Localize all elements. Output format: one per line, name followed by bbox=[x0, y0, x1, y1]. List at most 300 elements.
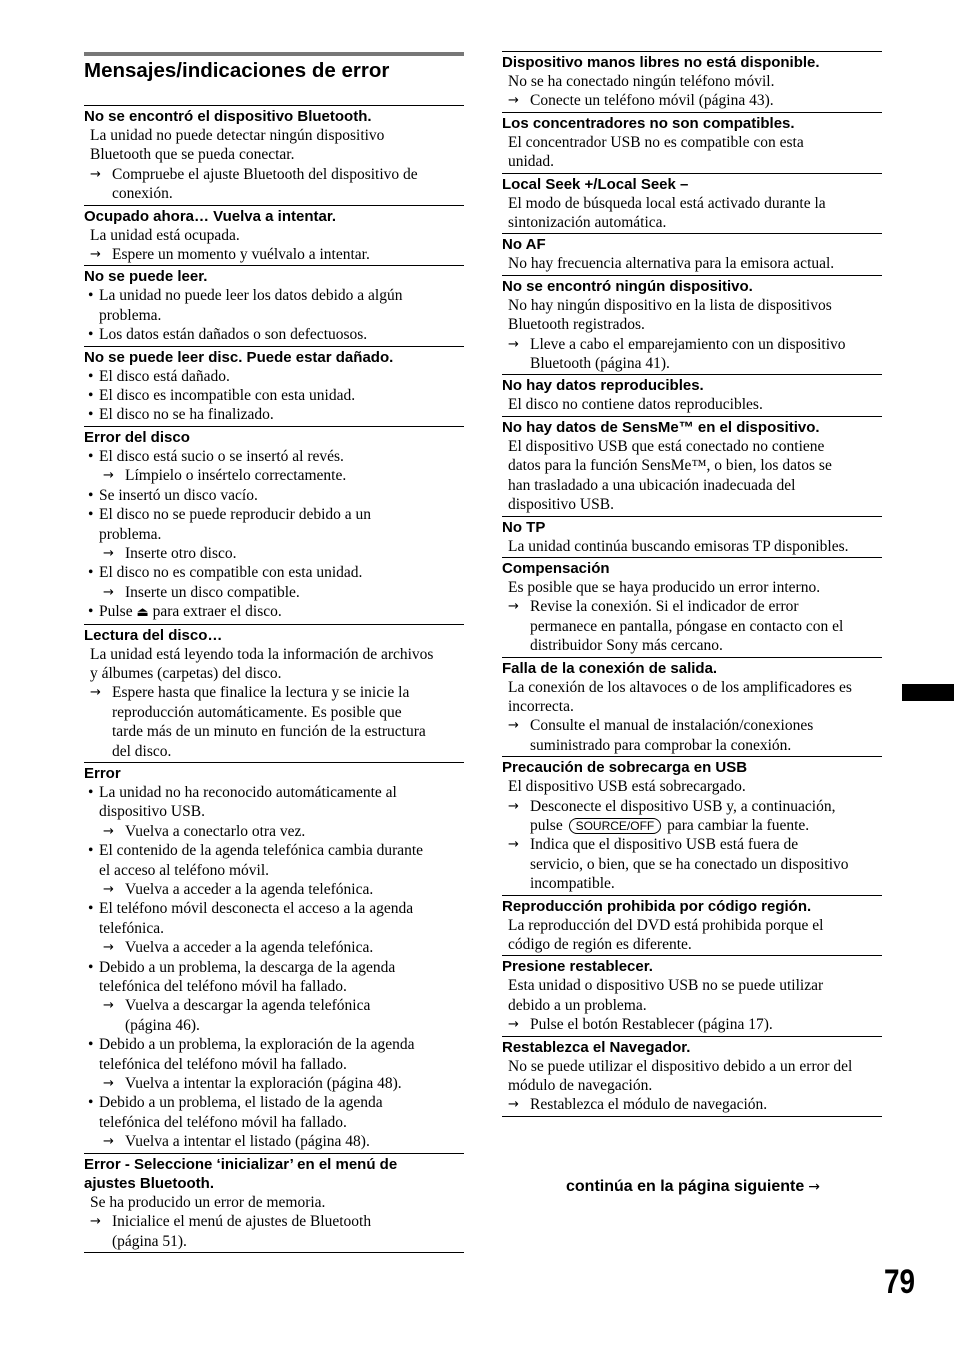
sub-remedy-line bbox=[84, 1132, 464, 1151]
remedy-line bbox=[84, 1212, 464, 1231]
message-text-span: datos para la función SensMe™, o bien, los datos se bbox=[508, 457, 832, 475]
remedy-text-span: servicio, o bien, que se ha conectado un dispositivo bbox=[530, 855, 849, 873]
message-entry bbox=[502, 233, 882, 274]
remedy-text-span: tarde más de un minuto en función de la estructura bbox=[112, 723, 426, 741]
bullet-text-span: El disco está sucio o se insertó al revés. bbox=[99, 447, 344, 465]
message-text bbox=[502, 777, 882, 796]
sub-remedy-continuation bbox=[84, 1016, 464, 1035]
message-text-span: código de región es diferente. bbox=[508, 936, 692, 953]
remedy-continuation bbox=[502, 855, 882, 874]
arrow-right-icon bbox=[508, 736, 530, 755]
message-text bbox=[84, 226, 464, 245]
remedy-line bbox=[84, 245, 464, 264]
remedy-line bbox=[502, 597, 882, 616]
message-heading: Los concentradores no son compatibles. bbox=[502, 114, 795, 132]
remedy-continuation bbox=[84, 184, 464, 203]
remedy-text-span: para cambiar la fuente. bbox=[667, 816, 810, 834]
remedy-text bbox=[530, 335, 882, 354]
message-text bbox=[502, 437, 882, 456]
bullet-icon: • bbox=[88, 900, 94, 918]
arrow-right-icon: → bbox=[90, 247, 101, 263]
sub-remedy-line bbox=[84, 1074, 464, 1093]
arrow-right-icon: → bbox=[808, 1179, 820, 1195]
remedy-text-span: reproducción automáticamente. Es posible que bbox=[112, 703, 402, 721]
bullet-continuation bbox=[84, 1055, 464, 1074]
message-text-span: incorrecta. bbox=[508, 697, 574, 715]
remedy-text bbox=[530, 816, 882, 835]
bullet-item bbox=[84, 505, 464, 524]
remedy-text-span: Desconecte el dispositivo USB y, a continuación, bbox=[530, 797, 836, 815]
remedy-text-span: del disco. bbox=[112, 742, 172, 760]
message-text bbox=[502, 935, 882, 954]
bullet-item bbox=[84, 367, 464, 386]
message-text-span: sintonización automática. bbox=[508, 214, 667, 232]
sub-remedy-line bbox=[84, 938, 464, 957]
bullet-text-span: El contenido de la agenda telefónica cambia durante bbox=[99, 842, 424, 860]
remedy-text bbox=[112, 1232, 464, 1251]
remedy-text bbox=[530, 835, 882, 854]
message-heading: No hay datos reproducibles. bbox=[502, 377, 704, 395]
sub-remedy-text bbox=[125, 544, 464, 563]
message-heading: No hay datos de SensMe™ en el dispositivo. bbox=[502, 418, 820, 436]
message-entry bbox=[502, 657, 882, 757]
remedy-text-span: distribuidor Sony más cercano. bbox=[530, 637, 723, 655]
message-text bbox=[502, 976, 882, 995]
message-text bbox=[84, 664, 464, 683]
message-text-span: Se ha producido un error de memoria. bbox=[90, 1193, 326, 1211]
message-entry bbox=[84, 762, 464, 1153]
bullet-continuation bbox=[84, 919, 464, 938]
bullet-text-span: dispositivo USB. bbox=[99, 803, 205, 821]
remedy-continuation bbox=[502, 617, 882, 636]
arrow-right-icon: → bbox=[508, 1017, 519, 1033]
bullet-item bbox=[84, 1035, 464, 1054]
message-heading: Ocupado ahora… Vuelva a intentar. bbox=[84, 207, 337, 225]
remedy-text-span: Bluetooth (página 41). bbox=[530, 355, 670, 373]
message-entry bbox=[84, 624, 464, 762]
message-text-span: No hay frecuencia alternativa para la emisora actual. bbox=[508, 255, 835, 273]
message-entry bbox=[502, 756, 882, 894]
bullet-icon bbox=[88, 919, 99, 938]
message-text bbox=[502, 697, 882, 716]
title-rule bbox=[84, 52, 464, 56]
bullet-text bbox=[99, 1113, 464, 1132]
remedy-text bbox=[112, 1212, 464, 1231]
bullet-text bbox=[99, 325, 464, 344]
message-heading: Presione restablecer. bbox=[502, 958, 653, 976]
bullet-text bbox=[99, 783, 464, 802]
remedy-text bbox=[530, 1015, 882, 1034]
remedy-text bbox=[530, 91, 882, 110]
message-text bbox=[502, 395, 882, 414]
message-text bbox=[502, 495, 882, 514]
arrow-right-icon bbox=[90, 722, 112, 741]
message-heading: Local Seek +/Local Seek – bbox=[502, 175, 689, 193]
message-heading: Falla de la conexión de salida. bbox=[502, 659, 718, 677]
message-text-span: La unidad continúa buscando emisoras TP disponibles. bbox=[508, 537, 849, 555]
message-text-span: El modo de búsqueda local está activado durante la bbox=[508, 194, 826, 212]
bullet-text bbox=[99, 405, 464, 424]
sub-remedy-text-span: Vuelva a descargar la agenda telefónica bbox=[125, 997, 371, 1015]
sub-remedy-text bbox=[125, 583, 464, 602]
message-text bbox=[84, 645, 464, 664]
remedy-text bbox=[530, 797, 882, 816]
sub-remedy-text-span: Vuelva a conectarlo otra vez. bbox=[125, 822, 306, 840]
remedy-text-span: incompatible. bbox=[530, 875, 615, 893]
message-text bbox=[502, 194, 882, 213]
arrow-right-icon: → bbox=[508, 798, 519, 814]
message-text-span: La conexión de los altavoces o de los amplificadores es bbox=[508, 678, 852, 696]
sub-remedy-text-span: Vuelva a intentar la exploración (página 48). bbox=[125, 1075, 402, 1093]
sub-remedy-text-span: Vuelva a acceder a la agenda telefónica. bbox=[125, 939, 374, 957]
arrow-right-icon: → bbox=[103, 882, 114, 897]
arrow-right-icon: → bbox=[103, 998, 114, 1014]
message-entry bbox=[84, 426, 464, 624]
bullet-icon: • bbox=[88, 486, 94, 504]
message-text-span: El disco no contiene datos reproducibles. bbox=[508, 396, 763, 414]
remedy-continuation bbox=[84, 722, 464, 741]
message-text bbox=[502, 254, 882, 273]
arrow-right-icon: → bbox=[90, 1214, 101, 1230]
bullet-item bbox=[84, 405, 464, 424]
message-entry bbox=[502, 173, 882, 234]
bullet-text bbox=[99, 286, 464, 305]
arrow-right-icon: → bbox=[103, 1134, 114, 1150]
remedy-text bbox=[530, 855, 882, 874]
remedy-text-span: conexión. bbox=[112, 185, 173, 203]
arrow-right-icon: → bbox=[508, 93, 519, 109]
sub-remedy-text bbox=[125, 938, 464, 957]
bullet-text bbox=[99, 306, 464, 325]
remedy-text-span: permanece en pantalla, póngase en contacto con el bbox=[530, 617, 844, 635]
bullet-text-span: El disco no es compatible con esta unidad. bbox=[99, 564, 363, 582]
message-text-span: No se puede utilizar el dispositivo debido a un error del bbox=[508, 1057, 853, 1075]
sub-remedy-text-span: Límpielo o insértelo correctamente. bbox=[125, 467, 347, 485]
message-heading: Error - Seleccione ‘inicializar’ en el menú de bbox=[84, 1155, 398, 1173]
bullet-text bbox=[99, 841, 464, 860]
bullet-text bbox=[99, 1035, 464, 1054]
message-text-span: unidad. bbox=[508, 153, 555, 171]
sub-remedy-text-span: Inserte un disco compatible. bbox=[125, 583, 300, 601]
message-text-span: debido a un problema. bbox=[508, 996, 647, 1014]
remedy-line bbox=[84, 165, 464, 184]
remedy-text-span: pulse bbox=[530, 816, 563, 834]
remedy-line bbox=[502, 835, 882, 854]
arrow-right-icon: → bbox=[508, 1097, 519, 1113]
message-entry bbox=[502, 275, 882, 375]
arrow-right-icon bbox=[103, 1016, 125, 1035]
sub-remedy-line bbox=[84, 583, 464, 602]
remedy-text bbox=[112, 165, 464, 184]
bullet-text bbox=[99, 1055, 464, 1074]
message-heading: ajustes Bluetooth. bbox=[84, 1174, 215, 1192]
arrow-right-icon bbox=[508, 617, 530, 636]
sub-remedy-text bbox=[125, 466, 464, 485]
message-text bbox=[502, 476, 882, 495]
remedy-line bbox=[502, 1095, 882, 1114]
bullet-text-span: La unidad no puede leer los datos debido a algún bbox=[99, 287, 403, 305]
bullet-text bbox=[99, 525, 464, 544]
message-text-span: La reproducción del DVD está prohibida porque el bbox=[508, 916, 824, 934]
remedy-continuation bbox=[502, 636, 882, 655]
message-text-span: El dispositivo USB que está conectado no contiene bbox=[508, 437, 825, 455]
sub-remedy-line bbox=[84, 544, 464, 563]
bullet-text-span: El disco está dañado. bbox=[99, 367, 230, 385]
arrow-right-icon bbox=[90, 742, 112, 761]
continue-text: continúa en la página siguiente bbox=[566, 1178, 805, 1195]
section-tab-marker bbox=[902, 684, 954, 701]
arrow-right-icon: → bbox=[103, 940, 114, 956]
message-heading: Precaución de sobrecarga en USB bbox=[502, 759, 748, 777]
sub-remedy-text bbox=[125, 880, 464, 899]
arrow-right-icon: → bbox=[508, 718, 519, 734]
arrow-right-icon: → bbox=[508, 837, 519, 853]
message-text bbox=[502, 296, 882, 315]
bullet-text-span: problema. bbox=[99, 525, 162, 543]
bullet-text-span: El disco no se ha finalizado. bbox=[99, 406, 274, 424]
message-text bbox=[502, 678, 882, 697]
bullet-text-span: telefónica del teléfono móvil ha fallado. bbox=[99, 1055, 347, 1073]
remedy-text-span: Revise la conexión. Si el indicador de error bbox=[530, 598, 799, 616]
remedy-text-span: Pulse el botón Restablecer (página 17). bbox=[530, 1016, 773, 1034]
message-text bbox=[502, 213, 882, 232]
message-text bbox=[502, 1057, 882, 1076]
remedy-continuation bbox=[84, 703, 464, 722]
message-heading: Dispositivo manos libres no está disponible. bbox=[502, 54, 820, 71]
remedy-text-span: Conecte un teléfono móvil (página 43). bbox=[530, 92, 774, 110]
message-text bbox=[502, 537, 882, 556]
message-text bbox=[84, 145, 464, 164]
message-text bbox=[502, 1076, 882, 1095]
arrow-right-icon: → bbox=[508, 599, 519, 615]
remedy-text-span: Compruebe el ajuste Bluetooth del dispositivo de bbox=[112, 165, 418, 183]
sub-remedy-text bbox=[125, 1132, 464, 1151]
remedy-continuation bbox=[502, 354, 882, 373]
arrow-right-icon bbox=[508, 874, 530, 893]
message-entry bbox=[502, 416, 882, 516]
remedy-text bbox=[112, 683, 464, 702]
remedy-line bbox=[502, 1015, 882, 1034]
bullet-text-span: El disco no se puede reproducir debido a un bbox=[99, 506, 372, 524]
message-text bbox=[502, 996, 882, 1015]
arrow-right-icon bbox=[90, 703, 112, 722]
remedy-continuation bbox=[502, 736, 882, 755]
bullet-text bbox=[99, 563, 464, 582]
arrow-right-icon: → bbox=[103, 468, 114, 484]
remedy-text bbox=[112, 742, 464, 761]
message-text bbox=[84, 1193, 464, 1212]
bullet-continuation bbox=[84, 1113, 464, 1132]
bullet-icon: • bbox=[88, 1094, 94, 1112]
message-text bbox=[502, 152, 882, 171]
sub-remedy-text-span: Vuelva a intentar el listado (página 48). bbox=[125, 1133, 370, 1151]
bullet-icon: • bbox=[88, 603, 94, 621]
remedy-text bbox=[530, 354, 882, 373]
remedy-continuation bbox=[84, 1232, 464, 1251]
message-text-span: Bluetooth registrados. bbox=[508, 316, 645, 334]
message-text-span: Esta unidad o dispositivo USB no se puede utilizar bbox=[508, 977, 824, 995]
message-text bbox=[502, 916, 882, 935]
message-text-span: La unidad está leyendo toda la información de archivos bbox=[90, 645, 434, 663]
message-text-span: No hay ningún dispositivo en la lista de dispositivos bbox=[508, 296, 832, 314]
source-off-button-label: SOURCE/OFF bbox=[569, 818, 662, 834]
remedy-text bbox=[530, 874, 882, 893]
sub-remedy-line bbox=[84, 996, 464, 1015]
bullet-text-span: Los datos están dañados o son defectuosos. bbox=[99, 326, 368, 344]
bullet-text-span: Debido a un problema, la descarga de la agenda bbox=[99, 958, 396, 976]
bullet-text-span: El teléfono móvil desconecta el acceso a la agenda bbox=[99, 900, 414, 918]
message-entry bbox=[84, 265, 464, 345]
sub-remedy-text-span: Inserte otro disco. bbox=[125, 544, 237, 562]
message-heading: Lectura del disco… bbox=[84, 626, 223, 644]
message-entry bbox=[84, 346, 464, 426]
remedy-text bbox=[530, 716, 882, 735]
message-text-span: El dispositivo USB está sobrecargado. bbox=[508, 778, 746, 796]
bullet-text bbox=[99, 919, 464, 938]
message-text-span: y álbumes (carpetas) del disco. bbox=[90, 664, 282, 682]
remedy-line bbox=[502, 716, 882, 735]
arrow-right-icon bbox=[508, 855, 530, 874]
eject-icon: ⏏ bbox=[136, 605, 149, 621]
bullet-item bbox=[84, 783, 464, 802]
bullet-icon bbox=[88, 861, 99, 880]
bullet-item bbox=[84, 1093, 464, 1112]
remedy-text-span: suministrado para comprobar la conexión. bbox=[530, 736, 792, 754]
sub-remedy-text bbox=[125, 1074, 464, 1093]
remedy-text bbox=[530, 1095, 882, 1114]
bullet-item bbox=[84, 899, 464, 918]
bullet-text-span: telefónica del teléfono móvil ha fallado. bbox=[99, 1113, 347, 1131]
message-text bbox=[502, 456, 882, 475]
remedy-text-span: Restablezca el módulo de navegación. bbox=[530, 1096, 768, 1114]
message-heading: No se encontró el dispositivo Bluetooth. bbox=[84, 108, 372, 125]
bullet-icon: • bbox=[88, 842, 94, 860]
bullet-icon bbox=[88, 525, 99, 544]
remedy-line bbox=[84, 683, 464, 702]
arrow-right-icon bbox=[90, 1232, 112, 1251]
message-heading: Reproducción prohibida por código región. bbox=[502, 897, 812, 915]
remedy-text-span: Lleve a cabo el emparejamiento con un dispositivo bbox=[530, 335, 846, 353]
sub-remedy-line bbox=[84, 822, 464, 841]
remedy-text bbox=[530, 636, 882, 655]
bullet-text bbox=[99, 602, 464, 622]
bullet-continuation bbox=[84, 525, 464, 544]
bullet-icon bbox=[88, 1055, 99, 1074]
bullet-text bbox=[99, 977, 464, 996]
message-entry bbox=[84, 205, 464, 266]
page-title: Mensajes/indicaciones de error bbox=[84, 59, 390, 82]
arrow-right-icon: → bbox=[103, 823, 114, 839]
bullet-continuation bbox=[84, 802, 464, 821]
remedy-text bbox=[112, 722, 464, 741]
message-text-span: han trasladado a una ubicación inadecuada del bbox=[508, 476, 796, 494]
message-text-span: La unidad no puede detectar ningún dispositivo bbox=[90, 127, 385, 144]
message-text bbox=[502, 315, 882, 334]
message-text bbox=[502, 133, 882, 152]
bullet-text bbox=[99, 958, 464, 977]
bullet-icon bbox=[88, 306, 99, 325]
message-text bbox=[502, 578, 882, 597]
message-entry bbox=[502, 112, 882, 173]
bullet-text-span: telefónica del teléfono móvil ha fallado. bbox=[99, 978, 347, 996]
bullet-item bbox=[84, 286, 464, 305]
bullet-icon: • bbox=[88, 406, 94, 424]
bullet-icon: • bbox=[88, 447, 94, 465]
arrow-right-icon: → bbox=[90, 685, 101, 701]
bullet-text bbox=[99, 899, 464, 918]
right-entries bbox=[502, 51, 882, 1117]
remedy-continuation bbox=[502, 816, 882, 835]
bullet-text bbox=[99, 447, 464, 466]
message-entry bbox=[502, 51, 882, 112]
bullet-text bbox=[99, 802, 464, 821]
remedy-text bbox=[112, 245, 464, 264]
arrow-right-icon bbox=[508, 816, 530, 835]
bullet-text bbox=[99, 1093, 464, 1112]
bullet-item bbox=[84, 386, 464, 405]
sub-remedy-text-span: Vuelva a acceder a la agenda telefónica. bbox=[125, 881, 374, 898]
message-heading: Error bbox=[84, 764, 121, 782]
remedy-line bbox=[502, 91, 882, 110]
message-entry bbox=[84, 1153, 464, 1253]
remedy-text bbox=[530, 597, 882, 616]
arrow-right-icon: → bbox=[90, 166, 101, 182]
message-text-span: No se ha conectado ningún teléfono móvil. bbox=[508, 73, 775, 90]
bullet-continuation bbox=[84, 977, 464, 996]
bullet-text-span: El disco es incompatible con esta unidad. bbox=[99, 387, 356, 405]
message-text bbox=[84, 126, 464, 145]
remedy-text-span: (página 51). bbox=[112, 1232, 187, 1250]
message-entry bbox=[84, 105, 464, 205]
message-text-span: módulo de navegación. bbox=[508, 1077, 653, 1095]
remedy-text bbox=[112, 703, 464, 722]
bullet-text bbox=[99, 505, 464, 524]
message-entry bbox=[502, 895, 882, 956]
arrow-right-icon: → bbox=[103, 584, 114, 600]
remedy-text-span: Espere un momento y vuélvalo a intentar. bbox=[112, 246, 370, 264]
remedy-text bbox=[530, 617, 882, 636]
bullet-icon bbox=[88, 977, 99, 996]
remedy-text-span: Indica que el dispositivo USB está fuera de bbox=[530, 836, 799, 854]
sub-remedy-text bbox=[125, 1016, 464, 1035]
sub-remedy-line bbox=[84, 466, 464, 485]
message-heading: No AF bbox=[502, 236, 546, 254]
bullet-item bbox=[84, 602, 464, 622]
sub-remedy-text bbox=[125, 822, 464, 841]
bullet-text bbox=[99, 861, 464, 880]
bullet-text-span: Se insertó un disco vacío. bbox=[99, 486, 258, 504]
bullet-text bbox=[99, 486, 464, 505]
remedy-text-span: Consulte el manual de instalación/conexiones bbox=[530, 717, 814, 735]
bullet-text bbox=[99, 367, 464, 386]
message-text bbox=[502, 72, 882, 91]
bullet-item bbox=[84, 563, 464, 582]
remedy-continuation bbox=[84, 742, 464, 761]
bullet-icon bbox=[88, 1113, 99, 1132]
left-entries bbox=[84, 105, 464, 1253]
remedy-text-span: Espere hasta que finalice la lectura y se inicie la bbox=[112, 684, 410, 702]
bullet-item bbox=[84, 325, 464, 344]
bullet-continuation bbox=[84, 861, 464, 880]
bullet-continuation bbox=[84, 306, 464, 325]
message-entry bbox=[502, 374, 882, 415]
message-heading: No se puede leer. bbox=[84, 268, 208, 286]
bullet-icon: • bbox=[88, 287, 94, 305]
message-entry bbox=[502, 516, 882, 557]
message-entry bbox=[502, 557, 882, 657]
bullet-text-span: el acceso al teléfono móvil. bbox=[99, 861, 270, 879]
message-text-span: Es posible que se haya producido un error interno. bbox=[508, 578, 821, 596]
